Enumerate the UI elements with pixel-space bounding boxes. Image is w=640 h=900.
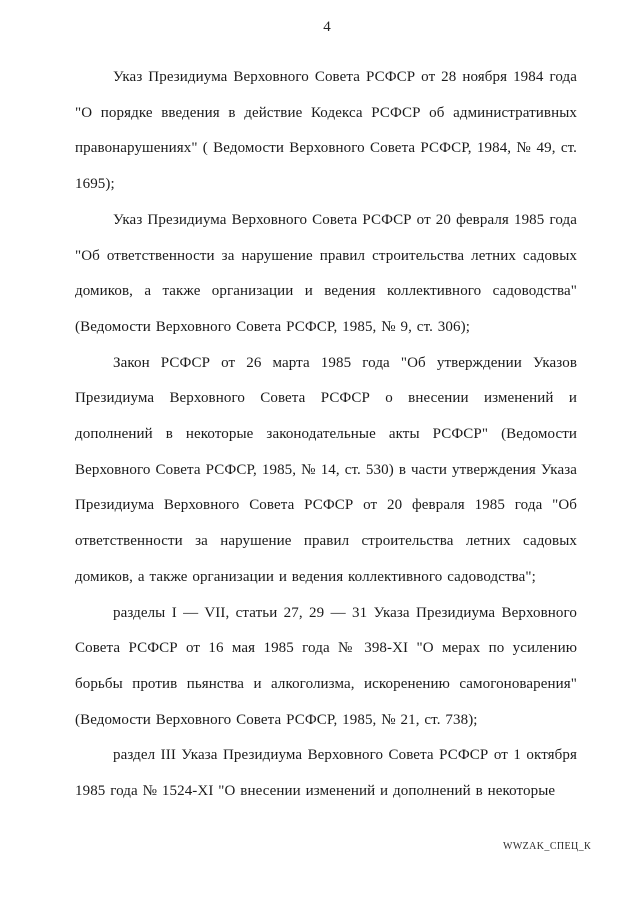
paragraph-decree-1985-amendments: раздел III Указа Президиума Верховного Совета РСФСР от 1 октября 1985 года № 1524-XI "О внесении изменений и дополнений в некоторые xyxy=(75,747,577,800)
paragraph-decree-1985-garden-houses: Указ Президиума Верховного Совета РСФСР от 20 февраля 1985 года "Об ответственности за нарушение правил строительства летних садовых домиков, а также организации и ведения коллективного садоводства" (Ведомости Верховного Совета РСФСР, 1985, № 9, ст. 306); xyxy=(75,211,577,335)
paragraph-law-1985-approval-of-decrees: Закон РСФСР от 26 марта 1985 года "Об утверждении Указов Президиума Верховного Совета РСФСР о внесении изменений и дополнений в некоторые законодательные акты РСФСР" (Ведомости Верховного Совета РСФСР, 1985, № 14, ст. 530) в части утверждения Указа Президиума Верховного Совета РСФСР от 20 февраля 1985 года "Об ответственности за нарушение правил строительства летних садовых домиков, а также организации и ведения коллективного садоводства"; xyxy=(75,354,577,585)
watermark-code: WWZAK_СПЕЦ_К xyxy=(503,841,592,852)
paragraph-decree-1984-administrative-code: Указ Президиума Верховного Совета РСФСР от 28 ноября 1984 года "О порядке введения в действие Кодекса РСФСР об административных правонарушениях" ( Ведомости Верховного Совета РСФСР, 1984, № 49, ст. 1695); xyxy=(75,69,577,193)
page-number: 4 xyxy=(323,19,331,35)
document-text-block xyxy=(75,60,577,810)
paragraph-decree-1985-anti-alcohol: разделы I — VII, статьи 27, 29 — 31 Указа Президиума Верховного Совета РСФСР от 16 мая 1985 года № 398-XI "О мерах по усилению борьбы против пьянства и алкоголизма, искоренению самогоноварения" (Ведомости Верховного Совета РСФСР, 1985, № 21, ст. 738); xyxy=(75,604,577,728)
